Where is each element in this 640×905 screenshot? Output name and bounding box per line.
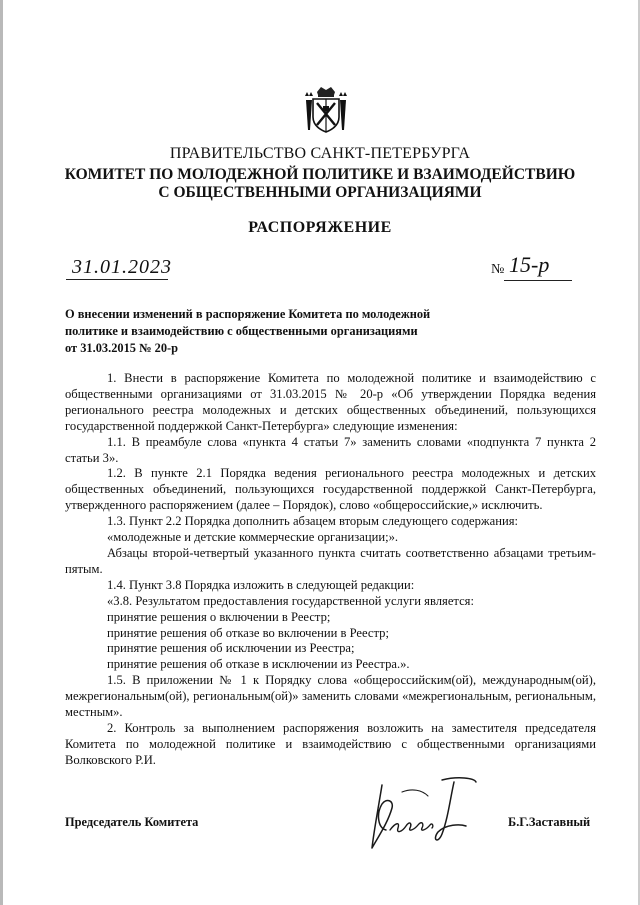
body-paragraph: Абзацы второй-четвертый указанного пункта считать соответственно абзацами третьим-пятым. (65, 545, 596, 576)
committee-line-2: С ОБЩЕСТВЕННЫМИ ОРГАНИЗАЦИЯМИ (158, 184, 482, 201)
document-type: РАСПОРЯЖЕНИЕ (248, 219, 392, 236)
body-paragraph: 1.4. Пункт 3.8 Порядка изложить в следующей редакции: (107, 577, 415, 592)
body-paragraph: принятие решения об отказе в исключении из Реестра.». (107, 657, 410, 672)
subject-line: О внесении изменений в распоряжение Комитета по молодежной (65, 307, 431, 321)
document-body (65, 371, 596, 769)
body-paragraph: принятие решения о включении в Реестр; (107, 609, 331, 624)
scan-edge-left (0, 0, 3, 905)
number-underline (504, 280, 572, 281)
body-paragraph: «3.8. Результатом предоставления государственной услуги является: (107, 593, 474, 608)
committee-line-1: КОМИТЕТ ПО МОЛОДЕЖНОЙ ПОЛИТИКЕ И ВЗАИМОДЕЙСТВИЮ (64, 166, 576, 183)
body-paragraph: 2. Контроль за выполнением распоряжения возложить на заместителя председателя Комитета по молодежной политике и взаимодействию с общественными организациями Волковского Р.И. (65, 720, 596, 767)
document-date: 31.01.2023 (72, 256, 172, 278)
government-name: ПРАВИТЕЛЬСТВО САНКТ-ПЕТЕРБУРГА (169, 145, 471, 162)
coat-of-arms-icon (304, 86, 348, 134)
body-paragraph: 1. Внести в распоряжение Комитета по молодежной политике и взаимодействию с общественными организациями от 31.03.2015 № 20-р «Об утверждении Порядка ведения регионального реестра молодежных и детских общественных объединений, пользующихся государственной поддержкой Санкт-Петербурга» следующие изменения: (65, 371, 596, 433)
subject-line: политике и взаимодействию с общественными организациями (65, 324, 418, 338)
body-paragraph: «молодежные и детские коммерческие организации;». (107, 530, 399, 545)
number-label: № (491, 262, 505, 277)
signatory-title: Председатель Комитета (65, 815, 199, 829)
signatory-name: Б.Г.Заставный (508, 815, 591, 829)
body-paragraph: 1.2. В пункте 2.1 Порядка ведения регионального реестра молодежных и детских общественных объединений, пользующихся государственной поддержкой Санкт-Петербурга, утвержденного распоряжением (далее – Порядок), слово «общероссийские,» исключить. (65, 466, 596, 513)
date-underline (66, 279, 168, 280)
committee-name (0, 166, 640, 202)
body-paragraph: 1.1. В преамбуле слова «пункта 4 статьи 7» заменить словами «подпункта 7 пункта 2 статьи 3». (65, 434, 596, 465)
body-paragraph: 1.5. В приложении № 1 к Порядку слова «общероссийским(ой), международным(ой), межрегиональным(ой), региональным(ой)» заменить словами «межрегиональным, региональным, местным». (65, 673, 596, 720)
subject-line: от 31.03.2015 № 20-р (65, 341, 179, 355)
body-paragraph: принятие решения об исключении из Реестра; (107, 641, 355, 656)
body-paragraph: 1.3. Пункт 2.2 Порядка дополнить абзацем вторым следующего содержания: (107, 514, 518, 529)
document-number: 15-р (509, 252, 550, 277)
handwritten-signature (362, 770, 480, 860)
body-paragraph: принятие решения об отказе во включении в Реестр; (107, 625, 389, 640)
subject-block (65, 306, 430, 357)
